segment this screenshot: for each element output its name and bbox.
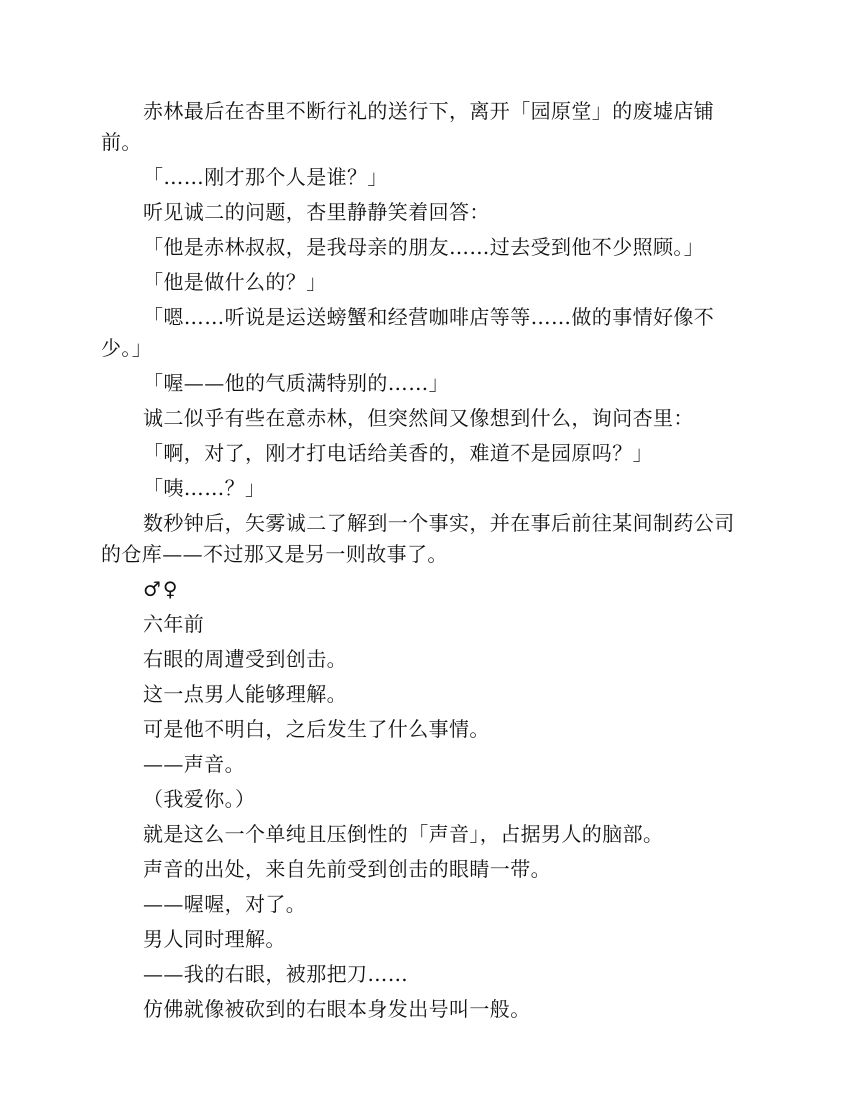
- paragraph: 「咦……？」: [143, 476, 266, 500]
- paragraph: 这一点男人能够理解。: [143, 682, 347, 706]
- paragraph: ——喔喔，对了。: [143, 892, 307, 916]
- paragraph: 「他是做什么的？」: [143, 270, 327, 294]
- section-heading: 六年前: [143, 612, 205, 636]
- paragraph: 就是这么一个单纯且压倒性的「声音」，占据男人的脑部。: [143, 822, 664, 846]
- paragraph: 声音的出处，来自先前受到创击的眼睛一带。: [143, 857, 551, 881]
- paragraph: 「他是赤林叔叔，是我母亲的朋友……过去受到他不少照顾。」: [143, 235, 705, 259]
- paragraph: 诚二似乎有些在意赤林，但突然间又像想到什么，询问杏里：: [143, 406, 694, 430]
- paragraph: 「啊，对了，刚才打电话给美香的，难道不是园原吗？」: [143, 441, 653, 465]
- section-break-symbol: ♂♀: [143, 577, 180, 601]
- paragraph: 「嗯……听说是运送螃蟹和经营咖啡店等等……做的事情好像不少。」: [101, 305, 715, 360]
- paragraph: 仿佛就像被砍到的右眼本身发出号叫一般。: [143, 997, 531, 1021]
- paragraph: 「喔——他的气质满特别的……」: [143, 371, 449, 395]
- paragraph: 可是他不明白，之后发生了什么事情。: [143, 717, 490, 741]
- paragraph: 右眼的周遭受到创击。: [143, 647, 347, 671]
- paragraph: 男人同时理解。: [143, 927, 286, 951]
- paragraph: 听见诚二的问题，杏里静静笑着回答：: [143, 200, 490, 224]
- paragraph: ——声音。: [143, 752, 245, 776]
- paragraph: （我爱你。）: [143, 787, 256, 811]
- paragraph: 数秒钟后，矢雾诚二了解到一个事实，并在事后前往某间制药公司的仓库——不过那又是另一则故事了。: [101, 511, 735, 566]
- paragraph: 「……刚才那个人是谁？」: [143, 165, 388, 189]
- paragraph: 赤林最后在杏里不断行礼的送行下，离开「园原堂」的废墟店铺前。: [101, 99, 715, 154]
- paragraph: ——我的右眼，被那把刀……: [143, 962, 409, 986]
- document-body: [101, 96, 751, 1029]
